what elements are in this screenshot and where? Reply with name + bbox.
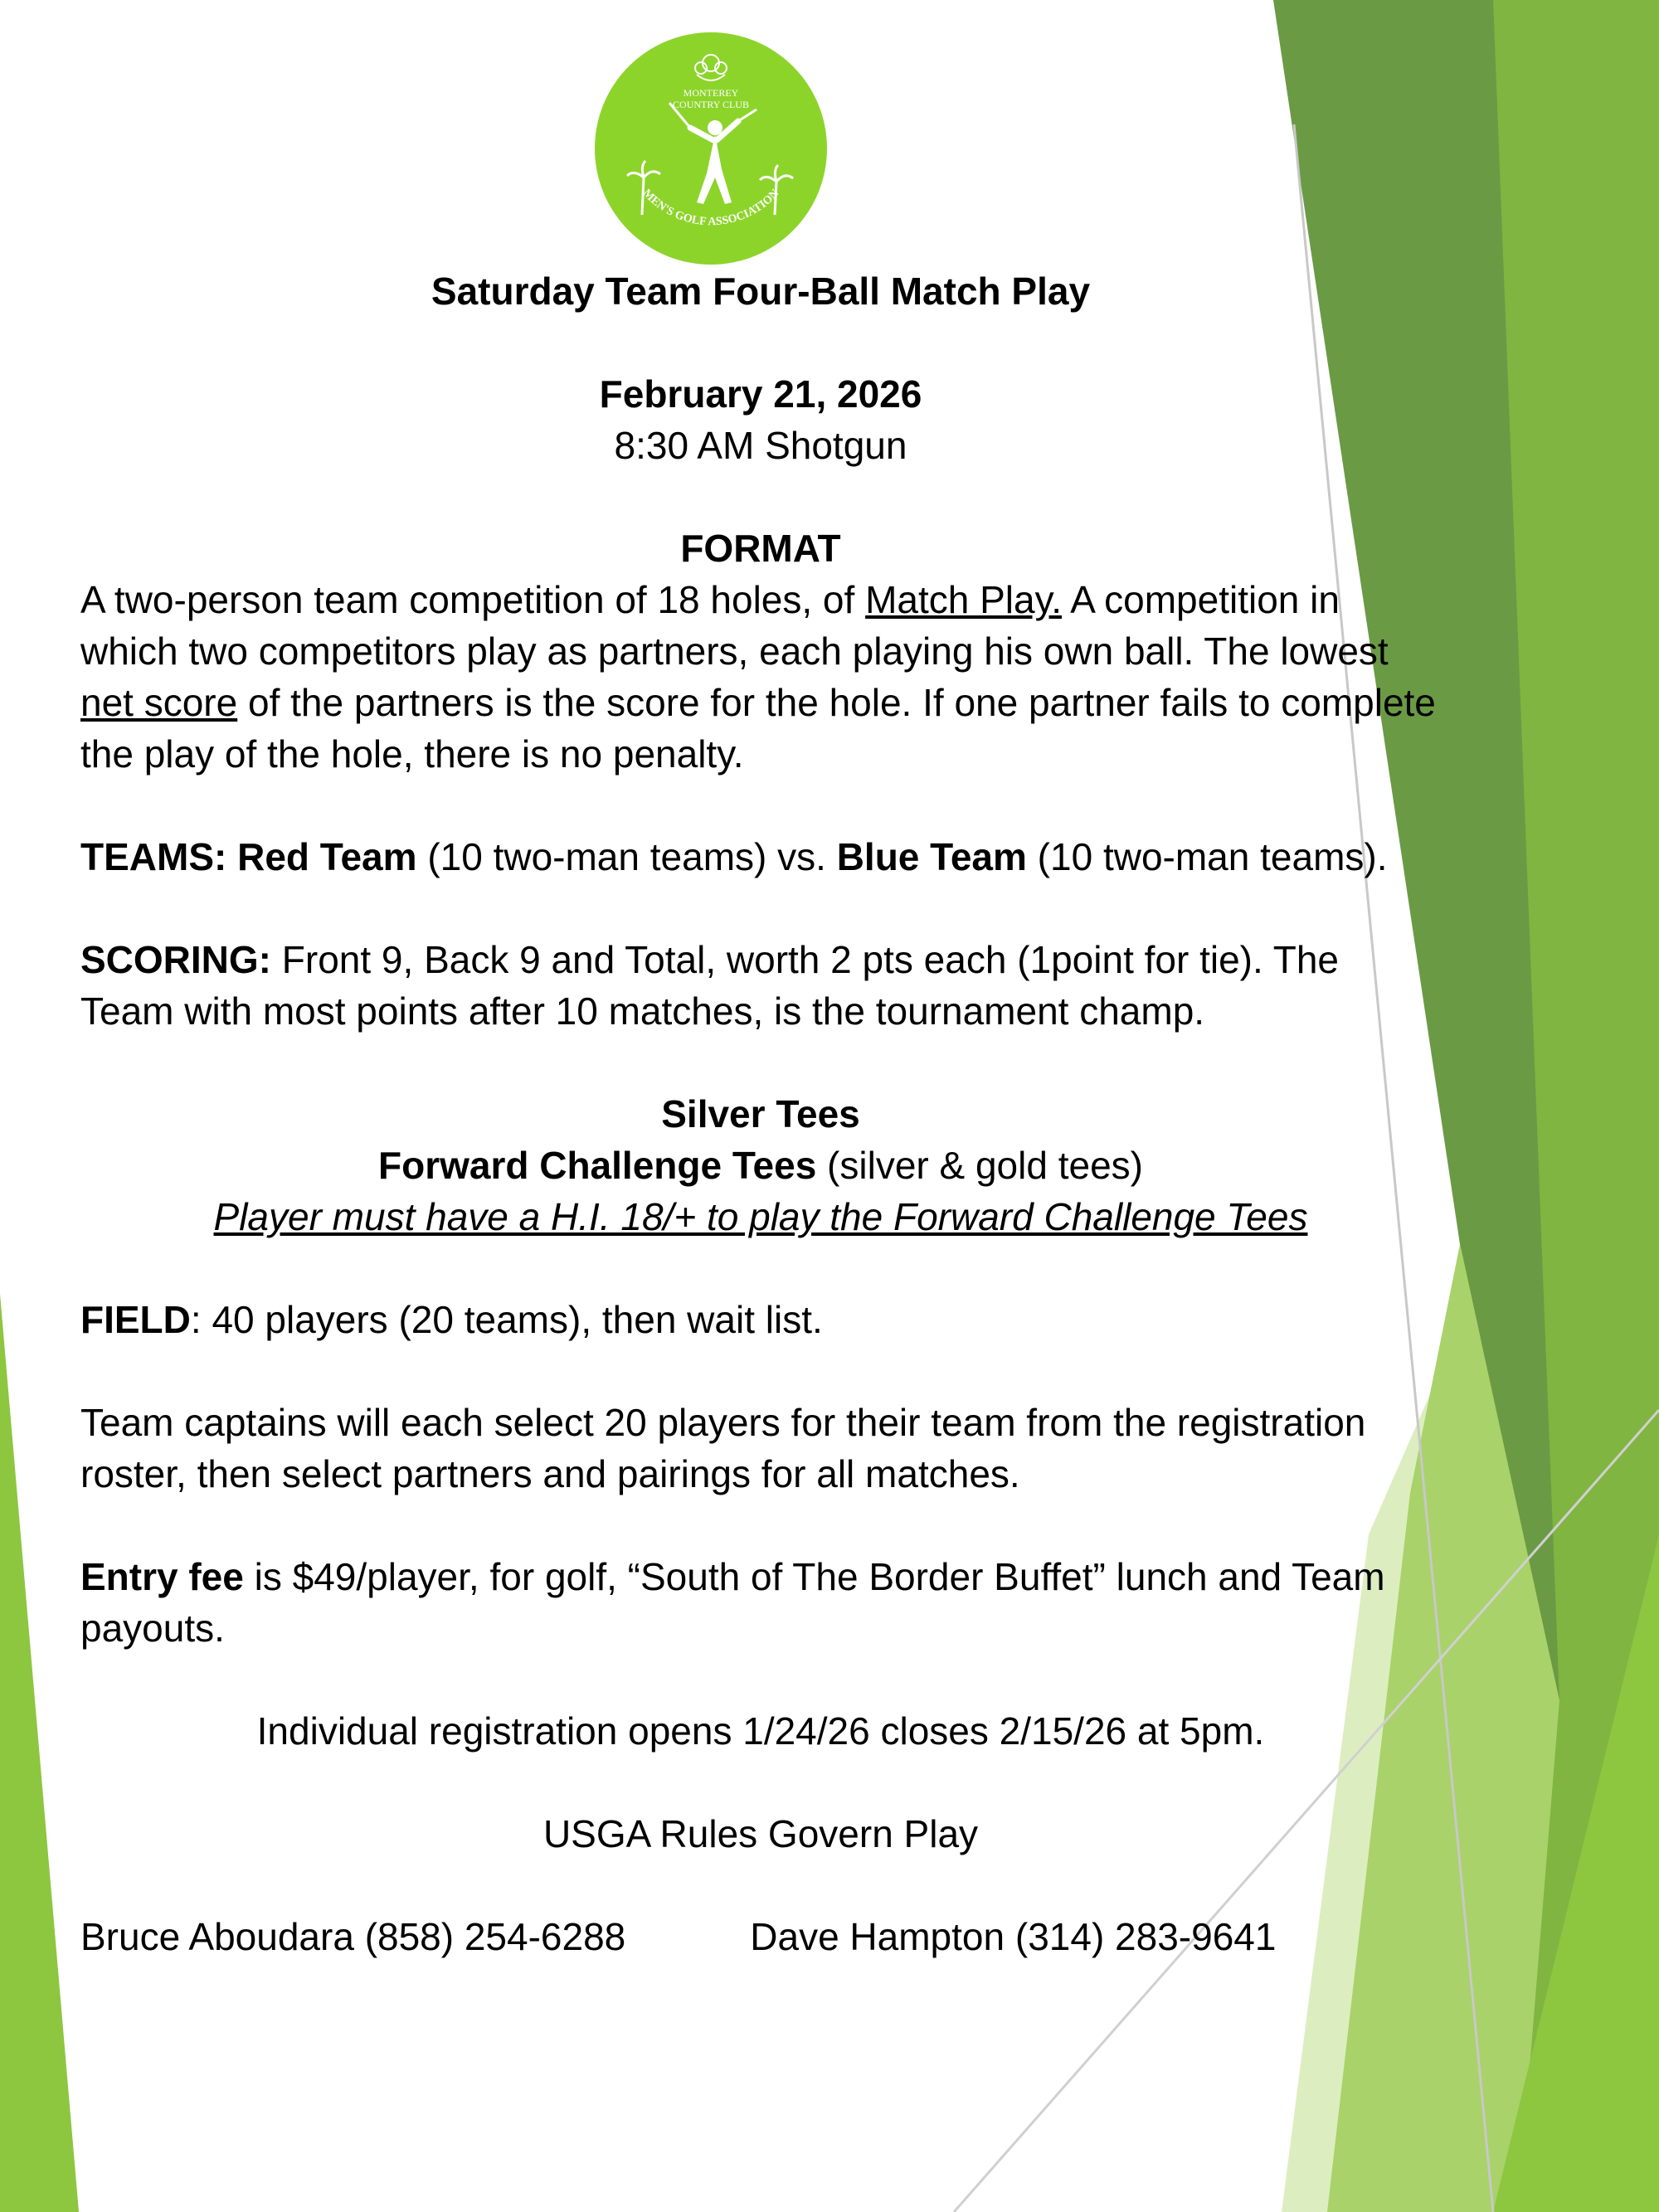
rules-line: USGA Rules Govern Play <box>542 1812 979 1855</box>
match-play-link[interactable]: Match Play. <box>865 578 1062 621</box>
field-text: : 40 players (20 teams), then wait list. <box>190 1298 823 1341</box>
format-text-1: A two-person team competition of 18 holes, of <box>80 578 866 621</box>
teams-label: TEAMS: <box>80 835 227 878</box>
format-text-2: A competition in which two competitors play as partners, each playing his own ball. The lowest <box>80 578 1389 673</box>
teams-paragraph <box>80 831 1441 882</box>
format-paragraph <box>80 574 1441 780</box>
red-team-label: Red Team <box>237 835 417 878</box>
contacts-row <box>80 1911 1441 1962</box>
logo-ring-text: MEN'S GOLF ASSOCIATION <box>640 187 782 229</box>
event-title: Saturday Team Four-Ball Match Play <box>431 270 1091 313</box>
event-time: 8:30 AM Shotgun <box>614 424 907 467</box>
captains-paragraph: Team captains will each select 20 players for their team from the registration roster, then select partners and pairings for all matches. <box>80 1401 1366 1495</box>
contact-phone: (858) 254-6288 <box>364 1915 626 1958</box>
contact-phone: (314) 283-9641 <box>1014 1915 1277 1958</box>
logo-top-text: MONTEREY <box>683 87 739 99</box>
entry-fee-label: Entry fee <box>80 1555 244 1598</box>
scoring-paragraph <box>80 934 1441 1037</box>
contact-name: Dave Hampton <box>750 1915 1005 1958</box>
tees-requirement: Player must have a H.I. 18/+ to play the Forward Challenge Tees <box>213 1195 1308 1238</box>
silver-tees-heading: Silver Tees <box>661 1092 860 1135</box>
format-heading: FORMAT <box>680 527 841 570</box>
scoring-text: Front 9, Back 9 and Total, worth 2 pts each (1point for tie). The Team with most points after 10 matches, is the tournament champ. <box>80 938 1339 1033</box>
forward-tees-line <box>80 1140 1441 1191</box>
red-team-detail: (10 two-man teams) vs. <box>416 835 837 878</box>
logo-top-text-2: COUNTRY CLUB <box>673 99 749 110</box>
field-label: FIELD <box>80 1298 191 1341</box>
field-paragraph <box>80 1294 1441 1345</box>
logo-circle <box>595 32 827 265</box>
blue-team-detail: (10 two-man teams). <box>1026 835 1388 878</box>
scoring-label: SCORING: <box>80 938 271 981</box>
forward-tees-label: Forward Challenge Tees <box>378 1144 817 1187</box>
green-band-left <box>0 1294 79 2212</box>
net-score-link[interactable]: net score <box>80 681 238 724</box>
forward-tees-detail: (silver & gold tees) <box>816 1144 1143 1187</box>
blue-team-label: Blue Team <box>836 835 1027 878</box>
registration-dates: Individual registration opens 1/24/26 closes 2/15/26 at 5pm. <box>256 1709 1265 1753</box>
entry-fee-text: is $49/player, for golf, “South of The Border Buffet” lunch and Team payouts. <box>80 1555 1385 1650</box>
flyer-content <box>80 265 1441 1962</box>
club-logo <box>591 28 831 269</box>
event-date: February 21, 2026 <box>599 372 922 416</box>
format-text-3: of the partners is the score for the hole. If one partner fails to complete the play of the hole, there is no penalty. <box>80 681 1436 775</box>
contact-name: Bruce Aboudara <box>80 1915 354 1958</box>
entry-fee-paragraph <box>80 1551 1441 1654</box>
